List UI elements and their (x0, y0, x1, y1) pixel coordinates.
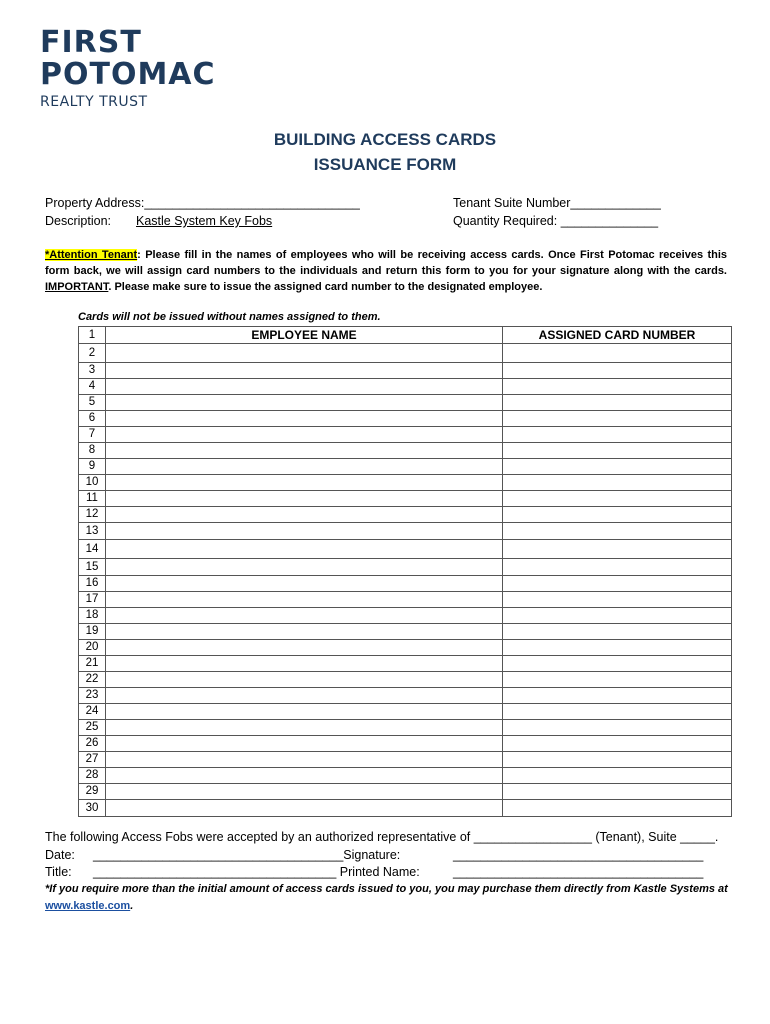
card-number-cell[interactable] (503, 523, 732, 540)
employee-name-cell[interactable] (106, 395, 503, 411)
title-field[interactable]: ___________________________________ Printed Name: (93, 865, 420, 879)
table-row (79, 752, 732, 768)
card-number-cell[interactable] (503, 768, 732, 784)
table-row (79, 379, 732, 395)
row-number: 15 (79, 559, 106, 576)
table-row (79, 427, 732, 443)
logo-line-1: FIRST (40, 25, 142, 60)
row-number: 25 (79, 720, 106, 736)
row-number: 24 (79, 704, 106, 720)
card-number-cell[interactable] (503, 656, 732, 672)
card-number-cell[interactable] (503, 540, 732, 559)
employee-name-cell[interactable] (106, 363, 503, 379)
fine-print-tail: . (130, 900, 134, 912)
employee-name-cell[interactable] (106, 379, 503, 395)
row-number: 10 (79, 475, 106, 491)
table-row (79, 344, 732, 363)
tenant-suite-field[interactable]: Tenant Suite Number_____________ (453, 196, 661, 210)
row-number: 30 (79, 800, 106, 817)
employee-name-cell[interactable] (106, 640, 503, 656)
row-number: 14 (79, 540, 106, 559)
description-label: Description: (45, 214, 111, 228)
table-row (79, 576, 732, 592)
employee-name-cell[interactable] (106, 720, 503, 736)
fine-print-text: *If you require more than the initial amount of access cards issued to you, you may purchase them directly from Kastle Systems at (45, 883, 728, 895)
table-row (79, 624, 732, 640)
row-number: 11 (79, 491, 106, 507)
logo-line-3: REALTY TRUST (40, 94, 148, 110)
card-number-cell[interactable] (503, 459, 732, 475)
instructions-tail: . Please make sure to issue the assigned card number to the designated employee. (108, 281, 543, 293)
card-number-cell[interactable] (503, 411, 732, 427)
table-row (79, 800, 732, 817)
row-number: 20 (79, 640, 106, 656)
card-number-cell[interactable] (503, 640, 732, 656)
card-number-cell[interactable] (503, 688, 732, 704)
signature-field[interactable]: ____________________________________ (453, 848, 704, 862)
employee-name-cell[interactable] (106, 800, 503, 817)
row-number: 28 (79, 768, 106, 784)
card-number-cell[interactable] (503, 559, 732, 576)
employee-name-cell[interactable] (106, 443, 503, 459)
instructions-body: : Please fill in the names of employees who will be receiving access cards. Once First Potomac receives this form back, we will assign card numbers to the individuals and return this form to you for your signature along with the cards. (45, 249, 728, 277)
card-number-cell[interactable] (503, 443, 732, 459)
employee-name-cell[interactable] (106, 672, 503, 688)
table-row (79, 443, 732, 459)
card-number-cell[interactable] (503, 624, 732, 640)
table-row (79, 672, 732, 688)
table-row (79, 784, 732, 800)
employee-name-cell[interactable] (106, 523, 503, 540)
employee-name-cell[interactable] (106, 624, 503, 640)
logo-line-2: POTOMAC (40, 57, 216, 92)
important-label: IMPORTANT (45, 281, 109, 293)
table-row (79, 720, 732, 736)
quantity-field[interactable]: Quantity Required: ______________ (453, 214, 659, 228)
table-row (79, 608, 732, 624)
employee-name-cell[interactable] (106, 559, 503, 576)
table-note: Cards will not be issued without names assigned to them. (78, 311, 381, 323)
row-number: 4 (79, 379, 106, 395)
table-row (79, 640, 732, 656)
employee-name-cell[interactable] (106, 411, 503, 427)
row-number: 3 (79, 363, 106, 379)
row-number: 13 (79, 523, 106, 540)
card-number-cell[interactable] (503, 576, 732, 592)
row-number: 29 (79, 784, 106, 800)
row-number: 26 (79, 736, 106, 752)
card-number-cell[interactable] (503, 704, 732, 720)
card-number-cell[interactable] (503, 720, 732, 736)
employee-name-cell[interactable] (106, 427, 503, 443)
card-number-header: ASSIGNED CARD NUMBER (503, 327, 732, 344)
row-number: 17 (79, 592, 106, 608)
card-number-cell[interactable] (503, 363, 732, 379)
card-number-cell[interactable] (503, 672, 732, 688)
title-label: Title: (45, 865, 72, 879)
row-number: 23 (79, 688, 106, 704)
row-number: 16 (79, 576, 106, 592)
description-value: Kastle System Key Fobs (136, 214, 273, 228)
date-label: Date: (45, 848, 75, 862)
row-number: 27 (79, 752, 106, 768)
row-number: 5 (79, 395, 106, 411)
table-row (79, 491, 732, 507)
table-row (79, 540, 732, 559)
table-row (79, 704, 732, 720)
row-number: 2 (79, 344, 106, 363)
employee-name-cell[interactable] (106, 459, 503, 475)
row-number: 19 (79, 624, 106, 640)
employee-name-cell[interactable] (106, 608, 503, 624)
employee-name-cell[interactable] (106, 784, 503, 800)
table-row (79, 459, 732, 475)
company-logo (40, 25, 216, 110)
employee-name-cell[interactable] (106, 656, 503, 672)
employee-name-cell[interactable] (106, 540, 503, 559)
row-number: 18 (79, 608, 106, 624)
row-number: 1 (79, 327, 106, 344)
property-address-field[interactable]: Property Address:_______________________________ (45, 196, 360, 210)
table-row (79, 768, 732, 784)
table-row (79, 395, 732, 411)
table-row (79, 559, 732, 576)
table-row (79, 736, 732, 752)
row-number: 9 (79, 459, 106, 475)
row-number: 12 (79, 507, 106, 523)
card-number-cell[interactable] (503, 608, 732, 624)
employee-name-cell[interactable] (106, 507, 503, 523)
attention-label: *Attention Tenant (45, 249, 138, 261)
table-row (79, 363, 732, 379)
card-number-cell[interactable] (503, 379, 732, 395)
card-number-cell[interactable] (503, 592, 732, 608)
table-row (79, 688, 732, 704)
kastle-link[interactable]: www.kastle.com (45, 900, 131, 912)
employee-name-cell[interactable] (106, 704, 503, 720)
table-row (79, 327, 732, 344)
employee-name-cell[interactable] (106, 688, 503, 704)
employee-card-table (78, 326, 732, 817)
table-row (79, 411, 732, 427)
employee-name-cell[interactable] (106, 344, 503, 363)
card-number-cell[interactable] (503, 491, 732, 507)
card-number-cell[interactable] (503, 427, 732, 443)
employee-name-header: EMPLOYEE NAME (106, 327, 503, 344)
fine-print (45, 881, 735, 915)
employee-name-cell[interactable] (106, 768, 503, 784)
card-number-cell[interactable] (503, 800, 732, 817)
row-number: 7 (79, 427, 106, 443)
card-number-cell[interactable] (503, 395, 732, 411)
row-number: 22 (79, 672, 106, 688)
table-row (79, 523, 732, 540)
card-number-cell[interactable] (503, 736, 732, 752)
table-row (79, 656, 732, 672)
card-number-cell[interactable] (503, 344, 732, 363)
card-number-cell[interactable] (503, 507, 732, 523)
employee-name-cell[interactable] (106, 592, 503, 608)
form-title: BUILDING ACCESS CARDS (273, 130, 497, 149)
employee-name-cell[interactable] (106, 752, 503, 768)
instructions-paragraph (45, 247, 727, 295)
card-number-cell[interactable] (503, 752, 732, 768)
row-number: 6 (79, 411, 106, 427)
employee-name-cell[interactable] (106, 736, 503, 752)
employee-name-cell[interactable] (106, 491, 503, 507)
date-field[interactable]: ____________________________________Signature: (93, 848, 401, 862)
row-number: 21 (79, 656, 106, 672)
row-number: 8 (79, 443, 106, 459)
form-subtitle: ISSUANCE FORM (313, 155, 457, 174)
card-number-cell[interactable] (503, 784, 732, 800)
printed-name-field[interactable]: ____________________________________ (453, 865, 704, 879)
employee-name-cell[interactable] (106, 576, 503, 592)
table-row (79, 475, 732, 491)
employee-name-cell[interactable] (106, 475, 503, 491)
card-number-cell[interactable] (503, 475, 732, 491)
acceptance-statement: The following Access Fobs were accepted by an authorized representative of _________________ (Tenant), Suite _____. (45, 830, 719, 844)
table-row (79, 592, 732, 608)
table-row (79, 507, 732, 523)
